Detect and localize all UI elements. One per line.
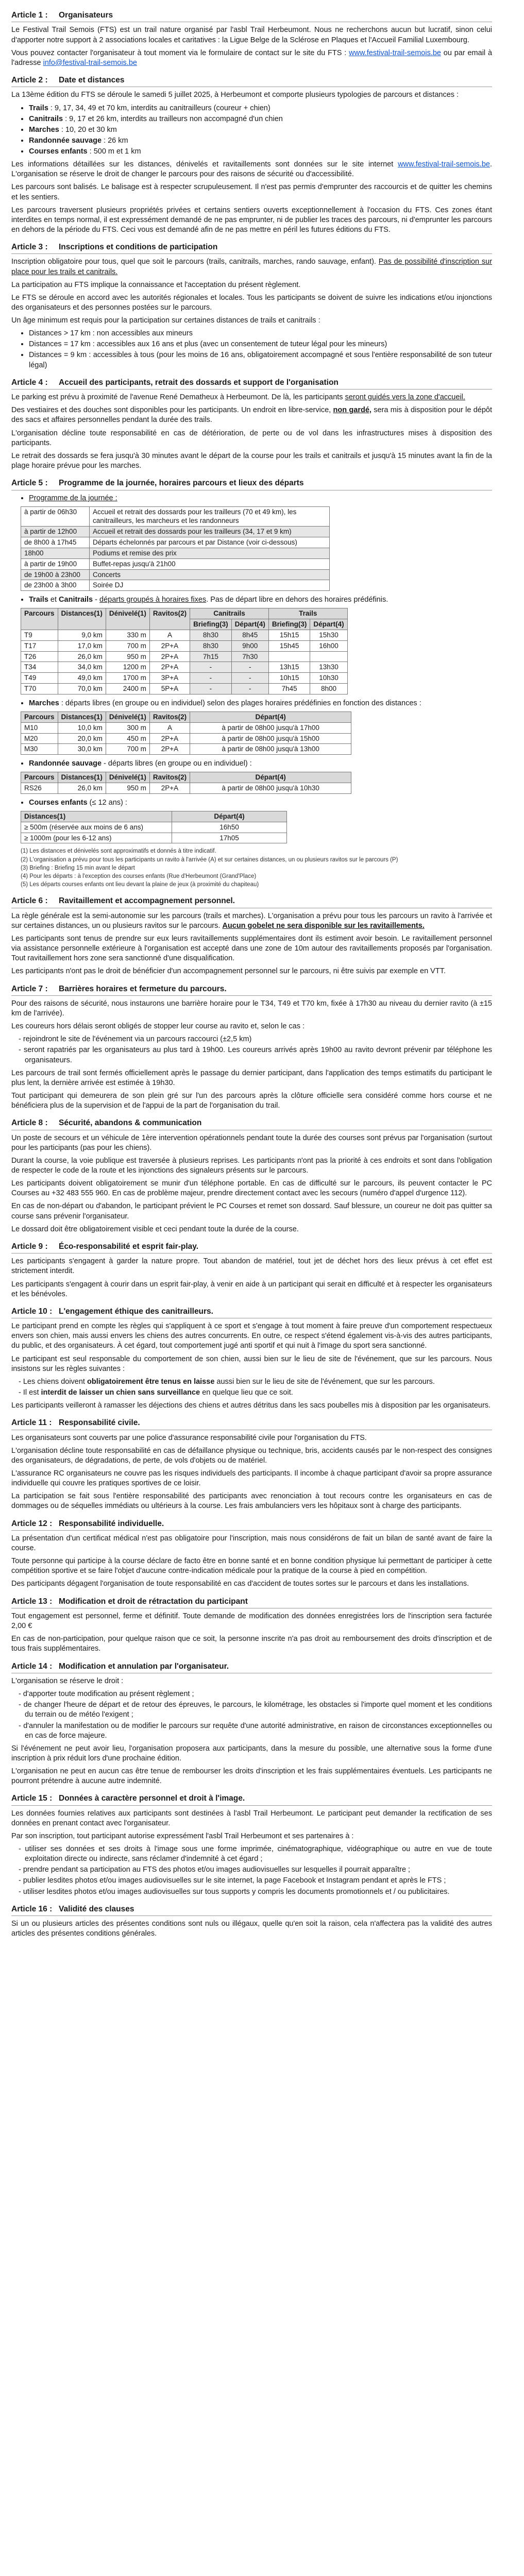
table-row: M30 30,0 km 700 m 2P+A à partir de 08h00 jusqu'à 13h00	[21, 744, 351, 755]
article-13-paragraph: Tout engagement est personnel, ferme et définitif. Toute demande de modification des données enregistrées lors de l'inscription sera facturée 2,00 €	[11, 1612, 492, 1631]
list-item: - seront rapatriés par les organisateurs au plus tard à 19h00. Les coureurs arrivés après 19h00 au ravito devront prévenir par téléphone les organisateurs.	[25, 1045, 492, 1065]
article-5-heading: Article 5 : Programme de la journée, horaires parcours et lieux des départs	[11, 478, 492, 490]
table-header-row: Parcours Distances(1) Dénivelé(1) Ravitos(2) Départ(4)	[21, 711, 351, 722]
table-row: T34 34,0 km 1200 m 2P+A - - 13h15 13h30	[21, 662, 348, 673]
article-12-paragraph: La présentation d'un certificat médical n'est pas obligatoire pour l'inscription, mais nous considérons de fait un bilan de santé avant de faire la course.	[11, 1534, 492, 1553]
list-item: - utiliser lesdites photos et/ou images audiovisuelles sur tous supports y compris les documents promotionnels et / ou publicitaires.	[25, 1887, 492, 1897]
article-7-heading: Article 7 : Barrières horaires et fermeture du parcours.	[11, 984, 492, 996]
image-rights-list	[11, 1844, 492, 1897]
article-11-paragraph: Les organisateurs sont couverts par une police d'assurance responsabilité civile pour l'organisation du FTS.	[11, 1433, 367, 1442]
article-6-paragraph: Les participants sont tenus de prendre sur eux leurs ravitaillements supplémentaires dont ils estiment avoir besoin. Le ravitaillement personnel via assistance personnelle extérieure à l'organisation est accepté dans une zone de 10m autour des ravitaillements proposés par l'organisation. Tout ravitaillement hors zone sera sanctionné d'une disqualification.	[11, 935, 492, 963]
article-6-paragraph: Les participants n'ont pas le droit de bénéficier d'un accompagnement personnel sur le parcours, ni être suivis par exemple en VTT.	[11, 967, 446, 976]
list-item: - rejoindront le site de l'événement via un parcours raccourci (±2,5 km)	[25, 1035, 492, 1044]
article-1-heading: Article 1 : Organisateurs	[11, 10, 492, 22]
article-15-heading: Article 15 : Données à caractère personnel et droit à l'image.	[11, 1793, 492, 1805]
list-item: - prendre pendant sa participation au FTS des photos et/ou images audiovisuelles sur lesquelles il pourrait apparaître ;	[25, 1865, 492, 1875]
article-14-paragraph: L'organisation ne peut en aucun cas être tenue de rembourser les droits d'inscription et les frais supplémentaires éventuels. Les participants ne pourront prétendre à aucune autre indemnité.	[11, 1767, 492, 1786]
list-item: - de changer l'heure de départ et de retour des épreuves, le parcours, le kilométrage, les obstacles si l'importe quel moment et les conditions du terrain ou de météo l'exigent ;	[25, 1700, 492, 1720]
article-4-paragraph: Le parking est prévu à proximité de l'avenue René Dematheux à Herbeumont. De là, les participants seront guidés vers la zone d'accueil.	[11, 393, 465, 402]
article-14-paragraph: Si l'événement ne peut avoir lieu, l'organisation proposera aux participants, dans la mesure du possible, une alternative sous la forme d'une inscription à prix réduit lors d'une prochaine édition.	[11, 1744, 492, 1762]
article-11-paragraph: L'assurance RC organisateurs ne couvre pas les risques individuels des participants. Il incombe à chaque participant d'avoir sa propre assurance individuelle qui couvre les pratiques sportives de ce loisir.	[11, 1469, 492, 1488]
table-header-row: Parcours Distances(1) Dénivelé(1) Ravitos(2) Départ(4)	[21, 772, 351, 783]
list-item: • Distances = 17 km : accessibles aux 16 ans et plus (avec un consentement de tuteur légal pour les mineurs)	[29, 340, 492, 349]
article-7-paragraph: Tout participant qui demeurera de son plein gré sur l'un des parcours après la clôture officielle sera considéré comme hors course et ne bénéficiera plus de la supervision et de l'appui de la part de l'organisation du trail.	[11, 1091, 492, 1110]
trails-schedule-table	[21, 608, 348, 694]
table-row: 18h00 Podiums et remise des prix	[21, 548, 330, 558]
list-item: - Les chiens doivent obligatoirement être tenus en laisse aussi bien sur le lieu de site de l'événement, que sur les parcours.	[25, 1377, 492, 1387]
article-9-heading: Article 9 : Éco-responsabilité et esprit fair-play.	[11, 1242, 492, 1253]
footnote: (1) Les distances et dénivelés sont approximatifs et donnés à titre indicatif.	[21, 848, 216, 855]
kids-subtitle: • Courses enfants (≤ 12 ans) :	[11, 798, 492, 808]
article-15-paragraph: Les données fournies relatives aux participants sont destinées à l'asbl Trail Herbeumont. Le participant peut demander la rectification de ses données en prenant contact avec l'organisateur.	[11, 1809, 492, 1827]
program-subtitle: • Programme de la journée :	[11, 494, 492, 503]
article-12-paragraph: Des participants dégagent l'organisation de toute responsabilité en cas d'accident de toutes sortes sur le parcours et dans les installations.	[11, 1580, 469, 1588]
article-2-paragraph: Les parcours traversent plusieurs propriétés privées et certains sentiers ouverts exceptionnellement à l'occasion du FTS. Ces zones étant interdites en temps normal, il est expressément demandé de ne pas emprunter, ni de publier les traces des parcours, ni d'emprunter les parcours en dehors de la période du FTS. Ceci vous est demandé afin de ne pas mettre en péril les futures éditions du FTS.	[11, 206, 492, 234]
footnote: (5) Les départs courses enfants ont lieu devant la plaine de jeux (à proximité du chapiteau)	[21, 882, 259, 888]
article-11-paragraph: L'organisation décline toute responsabilité en cas de défaillance physique ou technique, bris, accidents causés par le non-respect des consignes des organisateurs, de dégradations, de perte, de vols d'objets ou de matériel.	[11, 1446, 492, 1465]
program-table	[21, 506, 330, 591]
article-14-heading: Article 14 : Modification et annulation par l'organisateur.	[11, 1662, 492, 1673]
article-6-paragraph: La règle générale est la semi-autonomie sur les parcours (trails et marches). L'organisation a prévu pour tous les parcours un ravito à l'arrivée et sur certaines distances, un ou plusieurs ravitos sur le parcours. Aucun gobelet ne sera disponible sur les ravitaillements.	[11, 911, 492, 930]
distance-types-list	[11, 104, 492, 157]
table-row: de 8h00 à 17h45 Départs échelonnés par parcours et par Distance (voir ci-dessous)	[21, 537, 330, 548]
article-14-paragraph: L'organisation se réserve le droit :	[11, 1677, 124, 1686]
trails-subtitle: • Trails et Canitrails - départs groupés à horaires fixes. Pas de départ libre en dehors des horaires prédéfinis.	[11, 595, 492, 605]
table-row: à partir de 19h00 Buffet-repas jusqu'à 21h00	[21, 558, 330, 569]
dog-rules-list	[11, 1377, 492, 1398]
cutoff-options-list	[11, 1035, 492, 1065]
footnote: (2) L'organisation a prévu pour tous les participants un ravito à l'arrivée (A) et sur certaines distances, un ou plusieurs ravitos sur le parcours (P)	[21, 856, 398, 863]
article-16-heading: Article 16 : Validité des clauses	[11, 1904, 492, 1916]
article-2-intro: La 13ème édition du FTS se déroule le samedi 5 juillet 2025, à Herbeumont et comporte plusieurs typologies de parcours et distances :	[11, 91, 459, 99]
article-2-heading: Article 2 : Date et distances	[11, 75, 492, 87]
age-requirements-list	[11, 329, 492, 370]
article-12-paragraph: Toute personne qui participe à la course déclare de facto être en bonne santé et en bonne condition physique lui permettant de participer à cette compétition sportive et se faire l'objet d'aucune contre-indication médicale pour la pratique de la course à pied en compétition.	[11, 1557, 492, 1575]
article-16-paragraph: Si un ou plusieurs articles des présentes conditions sont nuls ou illégaux, quelle qu'en soit la raison, cela n'affectera pas la validité des autres articles des présentes conditions générales.	[11, 1920, 492, 1938]
article-9-paragraph: Les participants s'engagent à garder la nature propre. Tout abandon de matériel, tout jet de déchet hors des lieux prévus à cet effet est strictement interdit.	[11, 1257, 492, 1276]
table-row: T17 17,0 km 700 m 2P+A 8h30 9h00 15h45 16h00	[21, 640, 348, 651]
article-4-heading: Article 4 : Accueil des participants, retrait des dossards et support de l'organisation	[11, 378, 492, 389]
table-row: à partir de 06h30 Accueil et retrait des dossards pour les trailleurs (70 et 49 km), les canitrailleurs, les marcheurs et les randonneurs	[21, 506, 330, 527]
rando-subtitle: • Randonnée sauvage - départs libres (en groupe ou en individuel) :	[11, 759, 492, 769]
article-7-paragraph: Les parcours de trail sont fermés officiellement après le passage du dernier participant, dans l'application des temps estimatifs du participant le plus lent, la dernière arrivée est estimée à 19h30.	[11, 1069, 492, 1087]
table-row: T9 9,0 km 330 m A 8h30 8h45 15h15 15h30	[21, 630, 348, 640]
article-4-paragraph: L'organisation décline toute responsabilité en cas de détérioration, de perte ou de vol dans les infrastructures mises à disposition des participants.	[11, 429, 492, 447]
article-6-heading: Article 6 : Ravitaillement et accompagnement personnel.	[11, 896, 492, 908]
list-item: - utiliser ses données et ses droits à l'image sous une forme imprimée, cinématographique, vidéographique ou autre en vue de toute exploitation directe ou indirecte, sans réclamer d'indemnité à cet égard ;	[25, 1844, 492, 1864]
table-footnotes	[21, 848, 492, 889]
list-item: • Distances > 17 km : non accessibles aux mineurs	[29, 329, 492, 338]
list-item: • Distances = 9 km : accessibles à tous (pour les moins de 16 ans, obligatoirement accompagné et sous l'entière responsabilité de son tuteur légal)	[29, 350, 492, 370]
article-8-paragraph: Les participants doivent obligatoirement se munir d'un téléphone portable. En cas de difficulté sur le parcours, ils peuvent contacter le PC Courses au +32 483 555 960. En cas de problème majeur, prendre directement contact avec les secours (numéro d'appel d'urgence 112).	[11, 1179, 492, 1198]
article-8-paragraph: En cas de non-départ ou d'abandon, le participant prévient le PC Courses et remet son dossard. Sauf blessure, un coureur ne doit pas quitter sa course sans prévenir l'organisateur.	[11, 1202, 492, 1221]
table-header-row: Briefing(3) Départ(4) Briefing(3) Départ(4)	[21, 619, 348, 630]
article-2-info: Les informations détaillées sur les distances, dénivelés et ravitaillements sont données sur le site internet www.festival-trail-semois.be. L'organisation se réserve le droit de changer le parcours pour des raisons de sécurité ou d'accessibilité.	[11, 160, 492, 179]
article-3-paragraph: Le FTS se déroule en accord avec les autorités régionales et locales. Tous les participants se doivent de suivre les indications et/ou injonctions des organisateurs et des personnes postées sur le parcours.	[11, 293, 492, 312]
article-12-heading: Article 12 : Responsabilité individuelle.	[11, 1519, 492, 1531]
table-row: M20 20,0 km 450 m 2P+A à partir de 08h00 jusqu'à 15h00	[21, 733, 351, 744]
table-header-row: Distances(1) Départ(4)	[21, 811, 287, 822]
article-10-paragraph: Les participants veilleront à ramasser les déjections des chiens et autres détritus dans les sacs poubelles mis à disposition par les organisateurs.	[11, 1401, 491, 1410]
email-link[interactable]: info@festival-trail-semois.be	[43, 58, 137, 67]
article-10-paragraph: Le participant prend en compte les règles qui s'appliquent à ce sport et s'engage à tout moment à faire preuve d'un comportement respectueux envers son chien, mais aussi envers les chiens des autres concurrents. En outre, ce respect s'étend également vis-à-vis des autres participants, du public, et des organisateurs. À cet égard, tout comportement jugé anti sportif et qui nuit à l'image du sport sera sanctionné.	[11, 1322, 492, 1350]
article-3-heading: Article 3 : Inscriptions et conditions de participation	[11, 242, 492, 254]
table-row: T26 26,0 km 950 m 2P+A 7h15 7h30	[21, 651, 348, 662]
article-2-paragraph: Les parcours sont balisés. Le balisage est à respecter scrupuleusement. Il n'est pas permis d'emprunter des raccourcis et de quitter les chemins et les sentiers.	[11, 183, 492, 201]
list-item: • Courses enfants : 500 m et 1 km	[29, 147, 492, 157]
article-1-paragraph: Le Festival Trail Semois (FTS) est un trail nature organisé par l'asbl Trail Herbeumont. Nous ne recherchons aucun but lucratif, sinon celui d'apporter notre support à 2 associations locales et caritatives : la Ligue Belge de la Sclérose en Plaques et l'Accueil Familial Luxembourg.	[11, 26, 492, 44]
table-header-row: Parcours Distances(1) Dénivelé(1) Ravitos(2) Canitrails Trails	[21, 608, 348, 619]
website-link[interactable]: www.festival-trail-semois.be	[398, 160, 490, 169]
article-13-heading: Article 13 : Modification et droit de rétractation du participant	[11, 1597, 492, 1608]
article-3-intro: Inscription obligatoire pour tous, quel que soit le parcours (trails, canitrails, marches, rando sauvage, enfant). Pas de possibilité d'inscription sur place pour les trails et canitrails.	[11, 258, 493, 276]
article-7-paragraph: Pour des raisons de sécurité, nous instaurons une barrière horaire pour le T34, T49 et T70 km, fixée à 17h30 au niveau du dernier ravito (à ±15 km de l'arrivée).	[11, 999, 492, 1018]
article-1-contact: Vous pouvez contacter l'organisateur à tout moment via le formulaire de contact sur le site du FTS : www.festival-trail-semois.be ou par email à l'adresse info@festival-trail-semois.be	[11, 48, 493, 67]
table-row: ≥ 1000m (pour les 6-12 ans) 17h05	[21, 833, 287, 843]
table-row: de 19h00 à 23h00 Concerts	[21, 569, 330, 580]
article-3-paragraph: Un âge minimum est requis pour la participation sur certaines distances de trails et canitrails :	[11, 316, 320, 325]
article-11-paragraph: La participation se fait sous l'entière responsabilité des participants avec renonciation à tout recours contre les organisateurs en cas de dommages ou de séquelles immédiats ou ultérieurs à la course. Les frais ambulanciers vers les hôpitaux sont à charge des participants.	[11, 1492, 492, 1511]
table-row: T49 49,0 km 1700 m 3P+A - - 10h15 10h30	[21, 673, 348, 684]
article-7-paragraph: Les coureurs hors délais seront obligés de stopper leur course au ravito et, selon le cas :	[11, 1022, 305, 1031]
marches-subtitle: • Marches : départs libres (en groupe ou en individuel) selon des plages horaires prédéfinies en fonction des distances :	[11, 699, 492, 708]
article-9-paragraph: Les participants s'engagent à courir dans un esprit fair-play, à venir en aide à un participant qui serait en difficulté et à respecter les organisateurs et les bénévoles.	[11, 1280, 492, 1298]
list-item: • Randonnée sauvage : 26 km	[29, 136, 492, 146]
article-15-paragraph: Par son inscription, tout participant autorise expressément l'asbl Trail Herbeumont et ses partenaires à :	[11, 1832, 354, 1840]
table-row: ≥ 500m (réservée aux moins de 6 ans) 16h50	[21, 822, 287, 833]
article-4-paragraph: Des vestiaires et des douches sont disponibles pour les participants. Un endroit en libre-service, non gardé, sera mis à disposition pour le dépôt des sacs et affaires personnelles pendant la durée des trails.	[11, 406, 493, 425]
table-row: T70 70,0 km 2400 m 5P+A - - 7h45 8h00	[21, 683, 348, 694]
list-item: - d'apporter toute modification au présent règlement ;	[25, 1689, 492, 1699]
table-row: de 23h00 à 3h00 Soirée DJ	[21, 580, 330, 591]
article-8-paragraph: Durant la course, la voie publique est traversée à plusieurs reprises. Les participants n'ont pas la priorité à ces endroits et sont dans l'obligation de respecter le code de la route et les injonctions des signaleurs présents sur le parcours.	[11, 1156, 492, 1175]
website-link[interactable]: www.festival-trail-semois.be	[349, 48, 441, 57]
table-row: RS26 26,0 km 950 m 2P+A à partir de 08h00 jusqu'à 10h30	[21, 783, 351, 794]
organizer-rights-list	[11, 1689, 492, 1741]
table-row: à partir de 12h00 Accueil et retrait des dossards pour les trailleurs (34, 17 et 9 km)	[21, 527, 330, 537]
list-item: - publier lesdites photos et/ou images audiovisuelles sur le site internet, la page Facebook et Instagram pendant et après le FTS ;	[25, 1876, 492, 1886]
table-row: M10 10,0 km 300 m A à partir de 08h00 jusqu'à 17h00	[21, 722, 351, 733]
list-item: - d'annuler la manifestation ou de modifier le parcours sur requête d'une autorité administrative, en raison de circonstances exceptionnelles ou en cas de force majeure.	[25, 1721, 492, 1741]
list-item: • Canitrails : 9, 17 et 26 km, interdits au trailleurs non accompagné d'un chien	[29, 114, 492, 124]
article-8-paragraph: Un poste de secours et un véhicule de 1ère intervention opérationnels pendant toute la durée des courses sont prévus par l'organisation (surtout pour les participants (pas pour les chiens).	[11, 1133, 492, 1152]
footnote: (3) Briefing : Briefing 15 min avant le départ	[21, 865, 135, 871]
article-13-paragraph: En cas de non-participation, pour quelque raison que ce soit, la personne inscrite n'a pas droit au remboursement des droits d'inscription et de tous frais supplémentaires.	[11, 1635, 492, 1653]
article-8-paragraph: Le dossard doit être obligatoirement visible et ceci pendant toute la durée de la course.	[11, 1225, 299, 1233]
marches-schedule-table	[21, 711, 351, 755]
article-3-paragraph: La participation au FTS implique la connaissance et l'acceptation du présent règlement.	[11, 280, 301, 289]
article-8-heading: Article 8 : Sécurité, abandons & communication	[11, 1118, 492, 1130]
article-4-paragraph: Le retrait des dossards se fera jusqu'à 30 minutes avant le départ de la course pour les trails et canitrails et jusqu'à 15 minutes avant la fin de la plage horaire prévue pour les marches.	[11, 451, 492, 470]
list-item: - Il est interdit de laisser un chien sans surveillance en quelque lieu que ce soit.	[25, 1388, 492, 1398]
kids-schedule-table	[21, 811, 287, 843]
article-10-paragraph: Le participant est seul responsable du comportement de son chien, aussi bien sur le lieu de site de l'événement, que sur les parcours. Nous insistons sur les règles suivantes :	[11, 1354, 492, 1373]
footnote: (4) Pour les départs : à l'exception des courses enfants (Rue d'Herbeumont (Grand'Place)	[21, 873, 257, 879]
list-item: • Marches : 10, 20 et 30 km	[29, 125, 492, 135]
article-11-heading: Article 11 : Responsabilité civile.	[11, 1418, 492, 1430]
rando-schedule-table	[21, 772, 351, 794]
list-item: • Trails : 9, 17, 34, 49 et 70 km, interdits au canitrailleurs (coureur + chien)	[29, 104, 492, 113]
article-10-heading: Article 10 : L'engagement éthique des canitrailleurs.	[11, 1307, 492, 1318]
